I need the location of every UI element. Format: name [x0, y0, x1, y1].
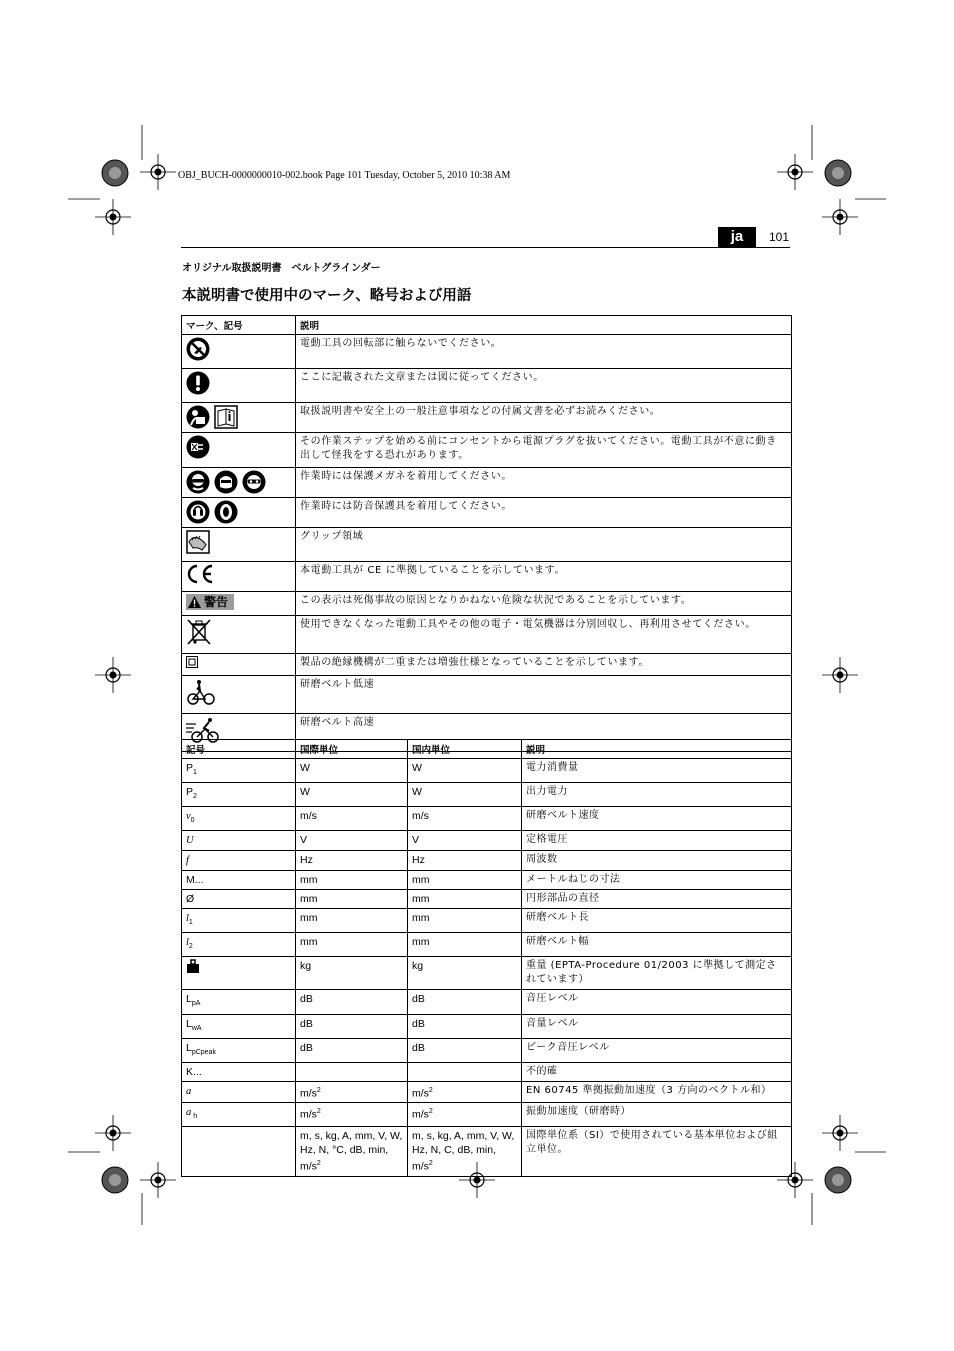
domestic-unit-text: kg — [412, 960, 424, 973]
description-cell: 音量レベル — [522, 1014, 792, 1038]
symbol-subscript: pA — [191, 1000, 201, 1008]
symbol-cell — [182, 1127, 296, 1177]
intl-unit-cell — [296, 990, 408, 1014]
symbol-cell — [182, 807, 296, 831]
description-cell: 作業時には保護メガネを着用してください。 — [296, 468, 792, 498]
description-cell: 円形部品の直径 — [522, 890, 792, 909]
domestic-unit-cell — [408, 1103, 522, 1127]
symbol-subscript: pCpeak — [191, 1048, 216, 1056]
table-row — [182, 592, 792, 616]
symbol-text: a — [186, 1107, 192, 1119]
table-row — [182, 498, 792, 528]
domestic-unit-text: m/s — [412, 810, 429, 823]
symbol-text: U — [186, 835, 194, 847]
unit-superscript: 2 — [428, 1160, 433, 1168]
table-row — [182, 957, 792, 990]
intl-unit-text: mm — [300, 936, 318, 949]
unit-superscript: 2 — [316, 1108, 321, 1116]
unplug-icon — [186, 435, 210, 459]
symbol-text: Ø — [186, 893, 195, 906]
unit-superscript: 2 — [316, 1086, 321, 1094]
table-row — [182, 654, 792, 676]
mark-cell — [182, 528, 296, 562]
intl-unit-cell — [296, 933, 408, 957]
symbol-text: P — [186, 762, 194, 774]
domestic-unit-cell — [408, 1127, 522, 1177]
intl-unit-cell — [296, 831, 408, 851]
symbol-text: K... — [186, 1065, 202, 1078]
symbol-subscript: 0 — [190, 817, 195, 825]
domestic-unit-cell — [408, 909, 522, 933]
description-cell: 取扱説明書や安全上の一般注意事項などの付属文書を必ずお読みください。 — [296, 403, 792, 433]
table-row — [182, 909, 792, 933]
symbol-cell — [182, 957, 296, 990]
symbol-cell — [182, 851, 296, 871]
table-row — [182, 433, 792, 468]
symbol-subscript: 1 — [188, 919, 193, 927]
description-cell: 電動工具の回転部に触らないでください。 — [296, 335, 792, 369]
mark-cell — [182, 335, 296, 369]
description-cell: 使用できなくなった電動工具やその他の電子・電気機器は分別回収し、再利用させてください。 — [296, 616, 792, 654]
description-cell: EN 60745 準拠振動加速度（3 方向のベクトル和） — [522, 1081, 792, 1103]
description-cell: 電力消費量 — [522, 759, 792, 783]
intl-unit-text: m/s — [300, 810, 317, 823]
intl-unit-cell — [296, 1062, 408, 1081]
symbol-text: P — [186, 786, 194, 799]
table-row — [182, 335, 792, 369]
domestic-unit-cell — [408, 933, 522, 957]
domestic-unit-cell — [408, 851, 522, 871]
ear-muffs-icon — [186, 500, 210, 524]
table-row — [182, 990, 792, 1014]
description-cell: 研磨ベルト長 — [522, 909, 792, 933]
mark-cell — [182, 676, 296, 714]
language-badge: ja — [718, 227, 756, 247]
description-cell: 音圧レベル — [522, 990, 792, 1014]
description-cell: この表示は死傷事故の原因となりかねない危険な状況であることを示しています。 — [296, 592, 792, 616]
table-row — [182, 562, 792, 592]
domestic-unit-text: mm — [412, 912, 430, 925]
mark-cell — [182, 468, 296, 498]
symbol-text: l — [186, 937, 189, 949]
description-cell: 製品の絶縁機構が二重または増強仕様となっていることを示しています。 — [296, 654, 792, 676]
domestic-unit-text: W — [412, 786, 422, 799]
domestic-unit-cell — [408, 1014, 522, 1038]
symbol-subscript: 2 — [188, 943, 193, 951]
description-cell: 国際単位系（SI）で使用されている基本単位および組立単位。 — [522, 1127, 792, 1177]
mark-cell — [182, 369, 296, 403]
domestic-unit-cell — [408, 871, 522, 890]
intl-unit-cell — [296, 890, 408, 909]
section-title: 本説明書で使用中のマーク、略号および用語 — [182, 288, 472, 304]
symbol-text: f — [186, 855, 189, 867]
intl-unit-text: Hz — [300, 854, 313, 867]
description-cell: 本電動工具が CE に準拠していることを示しています。 — [296, 562, 792, 592]
symbol-cell — [182, 1014, 296, 1038]
double-insulation-icon — [186, 656, 198, 668]
intl-unit-cell — [296, 1081, 408, 1103]
table-row — [182, 831, 792, 851]
symbol-cell — [182, 933, 296, 957]
table-row — [182, 616, 792, 654]
domestic-unit-cell — [408, 890, 522, 909]
table-row — [182, 871, 792, 890]
description-cell: ピーク音圧レベル — [522, 1038, 792, 1062]
intl-unit-cell — [296, 1127, 408, 1177]
do-not-touch-icon — [186, 337, 210, 361]
symbol-cell — [182, 831, 296, 851]
symbol-cell — [182, 990, 296, 1014]
symbol-text: l — [186, 913, 189, 925]
intl-unit-cell — [296, 1014, 408, 1038]
symbol-text: L — [186, 1017, 192, 1030]
domestic-unit-cell — [408, 1081, 522, 1103]
weight-icon — [186, 959, 200, 973]
domestic-unit-text: mm — [412, 893, 430, 906]
description-cell: 重量 (EPTA-Procedure 01/2003 に準拠して測定されています） — [522, 957, 792, 990]
mark-cell — [182, 592, 296, 616]
description-cell: その作業ステップを始める前にコンセントから電源プラグを抜いてください。電動工具が不意に動き出して怪我をする恐れがあります。 — [296, 433, 792, 468]
domestic-unit-cell — [408, 759, 522, 783]
domestic-unit-text: W — [412, 762, 422, 774]
domestic-unit-cell — [408, 1062, 522, 1081]
description-cell: メートルねじの寸法 — [522, 871, 792, 890]
intl-unit-cell — [296, 1103, 408, 1127]
intl-unit-text: m, s, kg, A, mm, V, W, Hz, N, °C, dB, min, m/s — [300, 1130, 403, 1173]
unit-superscript: 2 — [428, 1086, 433, 1094]
table-row — [182, 1062, 792, 1081]
description-cell: 研磨ベルト高速 — [296, 714, 792, 752]
ear-protection-icon — [214, 500, 238, 524]
table-row — [182, 403, 792, 433]
description-cell: グリップ領域 — [296, 528, 792, 562]
symbol-cell — [182, 1081, 296, 1103]
symbol-cell — [182, 871, 296, 890]
domestic-unit-cell — [408, 990, 522, 1014]
intl-unit-text: W — [300, 762, 310, 774]
column-header-mark: マーク、記号 — [182, 316, 296, 335]
intl-unit-cell — [296, 909, 408, 933]
table-row — [182, 1038, 792, 1062]
symbol-cell — [182, 1062, 296, 1081]
table-header-row — [182, 316, 792, 335]
domestic-unit-text: dB — [412, 1017, 425, 1030]
read-manual-icon — [186, 405, 210, 429]
symbol-cell — [182, 759, 296, 783]
header-rule — [181, 247, 790, 248]
intl-unit-text: kg — [300, 960, 312, 973]
domestic-unit-text: V — [412, 834, 420, 847]
table-row — [182, 528, 792, 562]
column-header-symbol: 記号 — [182, 740, 296, 759]
weee-bin-icon — [186, 618, 212, 646]
symbol-cell — [182, 1038, 296, 1062]
description-cell: 出力電力 — [522, 783, 792, 807]
intl-unit-text: m/s — [300, 1108, 317, 1121]
mark-cell — [182, 403, 296, 433]
table-row — [182, 1103, 792, 1127]
intl-unit-cell — [296, 759, 408, 783]
description-cell: 作業時には防音保護具を着用してください。 — [296, 498, 792, 528]
domestic-unit-text: m/s — [412, 1087, 429, 1100]
description-cell: 研磨ベルト低速 — [296, 676, 792, 714]
description-cell: 研磨ベルト幅 — [522, 933, 792, 957]
symbol-text: v — [186, 811, 191, 823]
symbol-text: L — [186, 1041, 192, 1054]
domestic-unit-cell — [408, 831, 522, 851]
domestic-unit-text: mm — [412, 936, 430, 949]
table-row — [182, 369, 792, 403]
table-row — [182, 468, 792, 498]
column-header-intl-unit: 国際単位 — [296, 740, 408, 759]
column-header-description: 説明 — [296, 316, 792, 335]
warning-label-text: 警告 — [204, 595, 229, 609]
table-row — [182, 1127, 792, 1177]
domestic-unit-cell — [408, 957, 522, 990]
intl-unit-text: m/s — [300, 1087, 317, 1100]
description-cell: ここに記載された文章または図に従ってください。 — [296, 369, 792, 403]
face-shield-icon — [214, 470, 238, 494]
intl-unit-text: W — [300, 786, 310, 799]
symbol-subscript: 2 — [193, 793, 197, 801]
domestic-unit-text: mm — [412, 874, 430, 887]
table-row — [182, 759, 792, 783]
file-info-line: OBJ_BUCH-0000000010-002.book Page 101 Tuesday, October 5, 2010 10:38 AM — [178, 170, 511, 181]
description-cell: 周波数 — [522, 851, 792, 871]
symbol-text: M... — [186, 874, 204, 887]
low-speed-bicycle-icon — [186, 678, 216, 706]
intl-unit-cell — [296, 851, 408, 871]
intl-unit-cell — [296, 957, 408, 990]
description-cell: 不的確 — [522, 1062, 792, 1081]
mark-cell — [182, 498, 296, 528]
intl-unit-text: dB — [300, 993, 313, 1006]
goggles-icon — [186, 470, 210, 494]
table-row — [182, 933, 792, 957]
marks-table — [181, 315, 792, 752]
intl-unit-text: mm — [300, 893, 318, 906]
units-table — [181, 739, 792, 1177]
intl-unit-text: dB — [300, 1041, 313, 1054]
mandatory-action-icon — [186, 371, 210, 395]
domestic-unit-text: dB — [412, 993, 425, 1006]
table-row — [182, 1081, 792, 1103]
domestic-unit-cell — [408, 1038, 522, 1062]
intl-unit-text: dB — [300, 1017, 313, 1030]
table-row — [182, 851, 792, 871]
table-row — [182, 676, 792, 714]
grip-area-icon — [186, 530, 210, 554]
warning-triangle-icon — [188, 596, 201, 608]
domestic-unit-cell — [408, 783, 522, 807]
domestic-unit-text: Hz — [412, 854, 425, 867]
intl-unit-cell — [296, 871, 408, 890]
table-row — [182, 1014, 792, 1038]
domestic-unit-cell — [408, 807, 522, 831]
column-header-description: 説明 — [522, 740, 792, 759]
symbol-subscript: h — [191, 1113, 198, 1121]
intl-unit-text: V — [300, 834, 308, 847]
eye-protection-icon — [242, 470, 266, 494]
mark-cell — [182, 616, 296, 654]
ce-mark-icon — [186, 564, 216, 584]
domestic-unit-text: m, s, kg, A, mm, V, W, Hz, N, C, dB, min, m/s — [412, 1130, 515, 1173]
manual-book-icon — [214, 405, 238, 429]
mark-cell — [182, 433, 296, 468]
table-row — [182, 783, 792, 807]
symbol-cell — [182, 783, 296, 807]
intl-unit-cell — [296, 783, 408, 807]
table-row — [182, 890, 792, 909]
warning-label — [186, 594, 234, 610]
mark-cell — [182, 654, 296, 676]
table-header-row — [182, 740, 792, 759]
description-cell: 研磨ベルト速度 — [522, 807, 792, 831]
column-header-domestic-unit: 国内単位 — [408, 740, 522, 759]
intl-unit-cell — [296, 1038, 408, 1062]
unit-superscript: 2 — [428, 1108, 433, 1116]
symbol-subscript: 1 — [193, 769, 197, 777]
table-row — [182, 807, 792, 831]
symbol-cell — [182, 1103, 296, 1127]
intl-unit-cell — [296, 807, 408, 831]
description-cell: 定格電圧 — [522, 831, 792, 851]
page-number: 101 — [769, 230, 790, 244]
symbol-subscript: wA — [191, 1024, 202, 1032]
domestic-unit-text: m/s — [412, 1108, 429, 1121]
intl-unit-text: mm — [300, 912, 318, 925]
symbol-cell — [182, 890, 296, 909]
symbol-cell — [182, 909, 296, 933]
domestic-unit-text: dB — [412, 1041, 425, 1054]
description-cell: 振動加速度（研磨時） — [522, 1103, 792, 1127]
symbol-text: L — [186, 993, 192, 1006]
document-subtitle: オリジナル取扱説明書 ベルトグラインダー — [182, 263, 381, 274]
intl-unit-text: mm — [300, 874, 318, 887]
symbol-text: a — [186, 1085, 192, 1097]
mark-cell — [182, 562, 296, 592]
unit-superscript: 2 — [316, 1160, 321, 1168]
